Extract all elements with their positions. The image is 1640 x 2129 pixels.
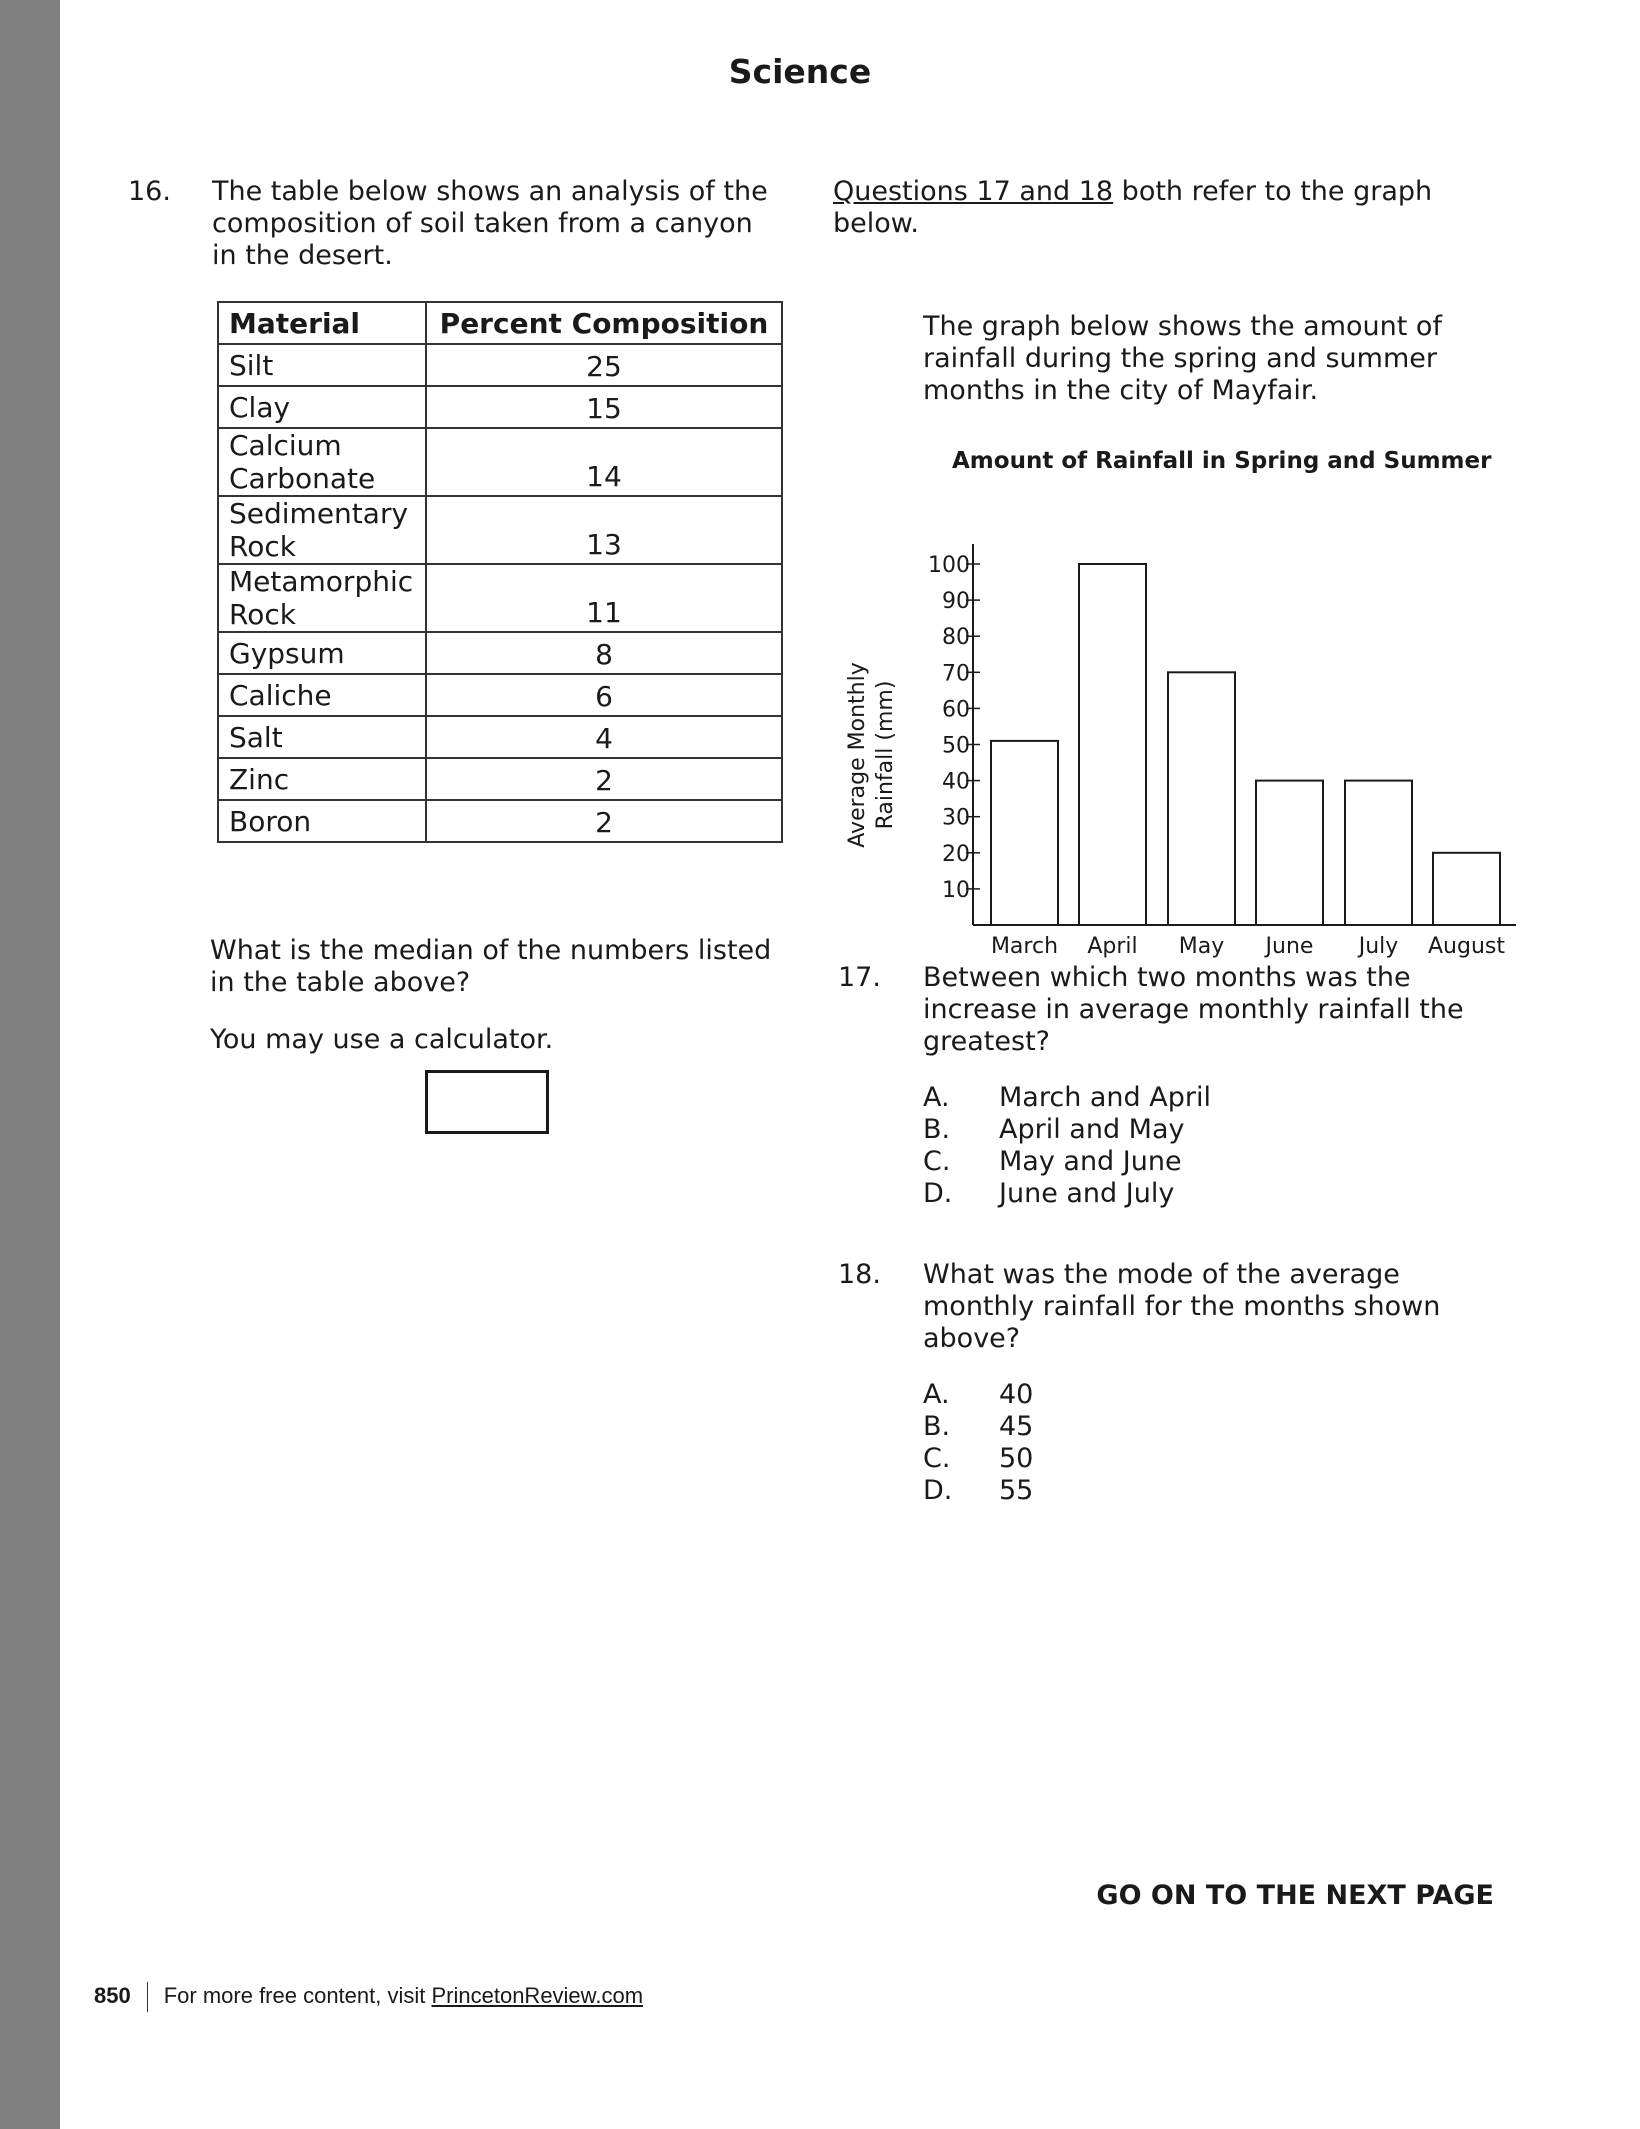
value-cell: 2 bbox=[426, 800, 782, 842]
table-row bbox=[218, 428, 782, 496]
question-17-text bbox=[923, 962, 1464, 1058]
value-cell: 13 bbox=[426, 496, 782, 564]
question-18-number: 18. bbox=[838, 1259, 881, 1290]
table-row bbox=[218, 800, 782, 842]
section-title: Science bbox=[728, 52, 872, 91]
q16-line: composition of soil taken from a canyon bbox=[212, 208, 753, 239]
material-cell: Clay bbox=[218, 386, 426, 428]
page-number: 850 bbox=[94, 1982, 131, 2008]
graph-description bbox=[923, 311, 1442, 407]
go-on-next-page: GO ON TO THE NEXT PAGE bbox=[1096, 1880, 1494, 1911]
y-tick-label: 40 bbox=[942, 769, 970, 795]
shared-intro bbox=[833, 176, 1432, 240]
y-tick-label: 20 bbox=[942, 841, 970, 867]
material-cell: Zinc bbox=[218, 758, 426, 800]
y-tick-label: 30 bbox=[942, 805, 970, 831]
choice-b[interactable]: B. April and May bbox=[923, 1114, 1185, 1145]
value-cell: 14 bbox=[426, 428, 782, 496]
intro-underlined: Questions 17 and 18 bbox=[833, 176, 1114, 207]
x-tick-label: March bbox=[990, 934, 1059, 959]
footer-link[interactable]: PrincetonReview.com bbox=[431, 1982, 644, 2008]
bar-june bbox=[1256, 781, 1323, 925]
table-row bbox=[218, 386, 782, 428]
header-percent: Percent Composition bbox=[426, 302, 782, 344]
svg-text:Rainfall (mm): Rainfall (mm) bbox=[873, 680, 898, 830]
bar-march bbox=[991, 741, 1058, 925]
question-18-choices bbox=[923, 1379, 1033, 1507]
material-cell: Boron bbox=[218, 800, 426, 842]
material-cell: Gypsum bbox=[218, 632, 426, 674]
x-tick-label: April bbox=[1087, 934, 1138, 959]
desc-line: The graph below shows the amount of bbox=[923, 311, 1442, 342]
question-16-prompt bbox=[210, 935, 771, 999]
intro-rest: both refer to the graph bbox=[1113, 176, 1433, 207]
q18-line: monthly rainfall for the months shown bbox=[923, 1291, 1441, 1322]
material-cell: Calcium Carbonate bbox=[218, 428, 426, 496]
svg-text:Average Monthly: Average Monthly bbox=[845, 662, 870, 848]
choice-a[interactable]: A. March and April bbox=[923, 1082, 1211, 1113]
q17-line: greatest? bbox=[923, 1026, 1050, 1057]
page-edge-bar bbox=[0, 0, 60, 2129]
y-tick-label: 70 bbox=[942, 661, 970, 687]
choice-d[interactable]: D. 55 bbox=[923, 1475, 1034, 1506]
table-row bbox=[218, 674, 782, 716]
value-cell: 6 bbox=[426, 674, 782, 716]
x-tick-label: August bbox=[1428, 934, 1505, 959]
q16-line: in the desert. bbox=[212, 240, 393, 271]
calculator-note: You may use a calculator. bbox=[210, 1024, 554, 1055]
value-cell: 11 bbox=[426, 564, 782, 632]
q18-line: What was the mode of the average bbox=[923, 1259, 1400, 1290]
value-cell: 25 bbox=[426, 344, 782, 386]
prompt-line: What is the median of the numbers listed bbox=[210, 935, 772, 966]
prompt-line: in the table above? bbox=[210, 967, 471, 998]
desc-line: rainfall during the spring and summer bbox=[923, 343, 1437, 374]
material-cell: Silt bbox=[218, 344, 426, 386]
desc-line: months in the city of Mayfair. bbox=[923, 375, 1319, 406]
material-cell: Salt bbox=[218, 716, 426, 758]
bar-july bbox=[1345, 781, 1412, 925]
y-axis-label bbox=[845, 662, 898, 847]
choice-d[interactable]: D. June and July bbox=[923, 1178, 1175, 1209]
choice-b[interactable]: B. 45 bbox=[923, 1411, 1034, 1442]
x-tick-label: July bbox=[1358, 934, 1399, 959]
table-header-row bbox=[218, 302, 782, 344]
table-row bbox=[218, 716, 782, 758]
table-row bbox=[218, 344, 782, 386]
question-17-choices bbox=[923, 1082, 1211, 1210]
y-tick-label: 50 bbox=[942, 733, 970, 759]
material-cell: Metamorphic Rock bbox=[218, 564, 426, 632]
y-tick-label: 90 bbox=[942, 589, 970, 615]
value-cell: 4 bbox=[426, 716, 782, 758]
q18-line: above? bbox=[923, 1323, 1021, 1354]
question-17-number: 17. bbox=[838, 962, 881, 993]
rainfall-bar-chart bbox=[830, 500, 1530, 959]
q17-line: Between which two months was the bbox=[923, 962, 1411, 993]
answer-box[interactable] bbox=[425, 1070, 549, 1134]
bar-april bbox=[1079, 564, 1146, 925]
y-tick-label: 10 bbox=[942, 877, 970, 903]
material-cell: Sedimentary Rock bbox=[218, 496, 426, 564]
choice-a[interactable]: A. 40 bbox=[923, 1379, 1034, 1410]
header-material: Material bbox=[218, 302, 426, 344]
table-row bbox=[218, 496, 782, 564]
footer-divider bbox=[147, 1982, 148, 2012]
footer-text: For more free content, visit bbox=[163, 1982, 432, 2008]
x-tick-label: June bbox=[1265, 934, 1314, 959]
q16-line: The table below shows an analysis of the bbox=[212, 176, 768, 207]
y-tick-label: 100 bbox=[928, 553, 970, 578]
material-cell: Caliche bbox=[218, 674, 426, 716]
choice-c[interactable]: C. May and June bbox=[923, 1146, 1182, 1177]
value-cell: 8 bbox=[426, 632, 782, 674]
choice-c[interactable]: C. 50 bbox=[923, 1443, 1034, 1474]
question-16-text bbox=[212, 176, 768, 272]
q17-line: increase in average monthly rainfall the bbox=[923, 994, 1464, 1025]
y-tick-label: 60 bbox=[942, 697, 970, 723]
bar-august bbox=[1433, 853, 1500, 925]
intro-line2: below. bbox=[833, 208, 919, 239]
bar-may bbox=[1168, 672, 1235, 925]
value-cell: 15 bbox=[426, 386, 782, 428]
question-16-number: 16. bbox=[128, 176, 171, 207]
chart-title: Amount of Rainfall in Spring and Summer bbox=[952, 448, 1492, 474]
table-row bbox=[218, 758, 782, 800]
table-row bbox=[218, 564, 782, 632]
x-tick-label: May bbox=[1178, 934, 1225, 959]
y-tick-label: 80 bbox=[942, 625, 970, 651]
page-footer bbox=[94, 1982, 643, 2012]
table-row bbox=[218, 632, 782, 674]
question-18-text bbox=[923, 1259, 1440, 1355]
soil-composition-table bbox=[217, 301, 783, 843]
value-cell: 2 bbox=[426, 758, 782, 800]
